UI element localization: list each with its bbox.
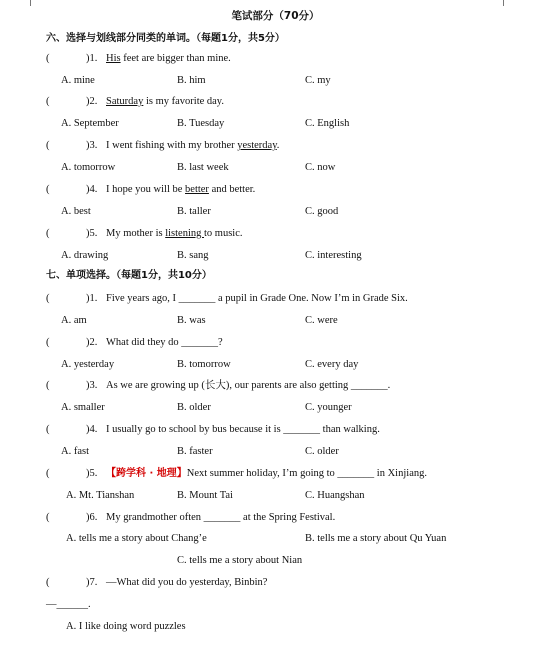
answer-paren: ( (46, 424, 50, 435)
option: C. were (305, 315, 338, 326)
option: C. good (305, 206, 339, 217)
underlined-word: His (106, 53, 121, 64)
option: B. sang (177, 250, 209, 261)
underlined-word: listening (165, 228, 205, 239)
option: B. Tuesday (177, 118, 225, 129)
question-stem (106, 508, 335, 528)
option: B. Mount Tai (177, 490, 233, 501)
section-6-heading: 六、选择与划线部分同类的单词。（每题1分，共5分） (46, 33, 285, 44)
option: C. my (305, 75, 331, 86)
question-number: )2. (86, 96, 98, 107)
stem-text: My mother is (106, 228, 166, 239)
option: B. older (177, 402, 211, 413)
question-row (0, 136, 551, 156)
options-row (0, 311, 551, 331)
question-stem (106, 464, 427, 484)
question-row (0, 333, 551, 353)
option: B. tells me a story about Qu Yuan (305, 533, 447, 544)
option: A. Mt. Tianshan (66, 490, 135, 501)
option: C. interesting (305, 250, 362, 261)
options-row (0, 617, 551, 637)
option: A. best (61, 206, 91, 217)
stem-text: is my favorite day. (143, 96, 225, 107)
option: B. tomorrow (177, 359, 231, 370)
option: B. him (177, 75, 206, 86)
stem-text: . (276, 140, 280, 151)
question-number: )1. (86, 293, 98, 304)
answer-paren: ( (46, 184, 50, 195)
options-row (0, 114, 551, 134)
question-stem (106, 92, 224, 112)
option: C. English (305, 118, 350, 129)
options-row (0, 442, 551, 462)
stem-text: feet are bigger than mine. (120, 53, 231, 64)
question-stem (106, 136, 279, 156)
stem-text: My grandmother often _______ at the Spring Festival. (106, 512, 336, 523)
option: A. September (61, 118, 119, 129)
answer-paren: ( (46, 293, 50, 304)
question-stem (106, 333, 223, 353)
option: C. older (305, 446, 339, 457)
option: A. yesterday (61, 359, 115, 370)
option: A. smaller (61, 402, 105, 413)
question-number: )4. (86, 184, 98, 195)
option: C. every day (305, 359, 359, 370)
answer-paren: ( (46, 577, 50, 588)
options-row (0, 486, 551, 506)
stem-text: to music. (204, 228, 243, 239)
option: A. I like doing word puzzles (66, 621, 186, 632)
question-number: )1. (86, 53, 98, 64)
question-number: )2. (86, 337, 98, 348)
answer-paren: ( (46, 512, 50, 523)
question-row (0, 376, 551, 396)
option: C. now (305, 162, 336, 173)
question-stem (106, 289, 408, 309)
stem-text: I hope you will be (106, 184, 186, 195)
answer-paren: ( (46, 468, 50, 479)
option: A. tomorrow (61, 162, 116, 173)
stem-text: Five years ago, I _______ a pupil in Grade One. Now I’m in Grade Six. (106, 293, 408, 304)
question-number: )6. (86, 512, 98, 523)
question-number: )4. (86, 424, 98, 435)
question-number: )3. (86, 380, 98, 391)
options-row (0, 551, 551, 571)
stem-text: I went fishing with my brother (106, 140, 238, 151)
page-title: 笔试部分（70分） (231, 10, 320, 22)
options-row (0, 158, 551, 178)
question-stem (106, 376, 390, 396)
question-number: )3. (86, 140, 98, 151)
question-stem (106, 224, 243, 244)
answer-paren: ( (46, 337, 50, 348)
option: A. am (61, 315, 87, 326)
stem-text: As we are growing up (长大), our parents are also getting _______. (106, 380, 391, 391)
options-row (0, 246, 551, 266)
option: A. mine (61, 75, 95, 86)
stem-text: —What did you do yesterday, Binbin? (106, 577, 268, 588)
stem-text: Next summer holiday, I’m going to _______ in Xinjiang. (186, 468, 427, 479)
answer-paren: ( (46, 140, 50, 151)
question-number: )7. (86, 577, 98, 588)
question-row (0, 289, 551, 309)
question-stem (106, 180, 255, 200)
question-number: )5. (86, 228, 98, 239)
question-stem (106, 49, 231, 69)
options-row (0, 355, 551, 375)
option: C. younger (305, 402, 352, 413)
options-row (0, 71, 551, 91)
underlined-word: better (185, 184, 209, 195)
option: B. taller (177, 206, 211, 217)
answer-paren: ( (46, 380, 50, 391)
question-number: )5. (86, 468, 98, 479)
stem-text: and better. (208, 184, 256, 195)
answer-paren: ( (46, 53, 50, 64)
question-row (0, 49, 551, 69)
option: C. Huangshan (305, 490, 365, 501)
underlined-word: Saturday (106, 96, 144, 107)
stem-text: What did they do _______? (106, 337, 223, 348)
options-row (0, 202, 551, 222)
answer-paren: ( (46, 96, 50, 107)
option: B. faster (177, 446, 213, 457)
subject-tag: 【跨学科 · 地理】 (106, 468, 187, 479)
question-row (0, 224, 551, 244)
question-row (0, 573, 551, 593)
question-stem (106, 420, 380, 440)
question-row (0, 508, 551, 528)
option: A. fast (61, 446, 89, 457)
question-stem (106, 573, 267, 593)
underlined-word: yesterday (237, 140, 277, 151)
question-row (0, 180, 551, 200)
options-row (0, 529, 551, 549)
option: A. drawing (61, 250, 109, 261)
option: B. last week (177, 162, 229, 173)
section-7-heading: 七、单项选择。（每题1分，共10分） (46, 270, 212, 281)
option: C. tells me a story about Nian (177, 555, 303, 566)
answer-line: —______. (46, 599, 91, 610)
answer-paren: ( (46, 228, 50, 239)
option: B. was (177, 315, 206, 326)
option: A. tells me a story about Chang’e (66, 533, 207, 544)
stem-text: I usually go to school by bus because it is _______ than walking. (106, 424, 380, 435)
question-row (0, 420, 551, 440)
question-row (0, 92, 551, 112)
question-row (0, 464, 551, 484)
options-row (0, 398, 551, 418)
